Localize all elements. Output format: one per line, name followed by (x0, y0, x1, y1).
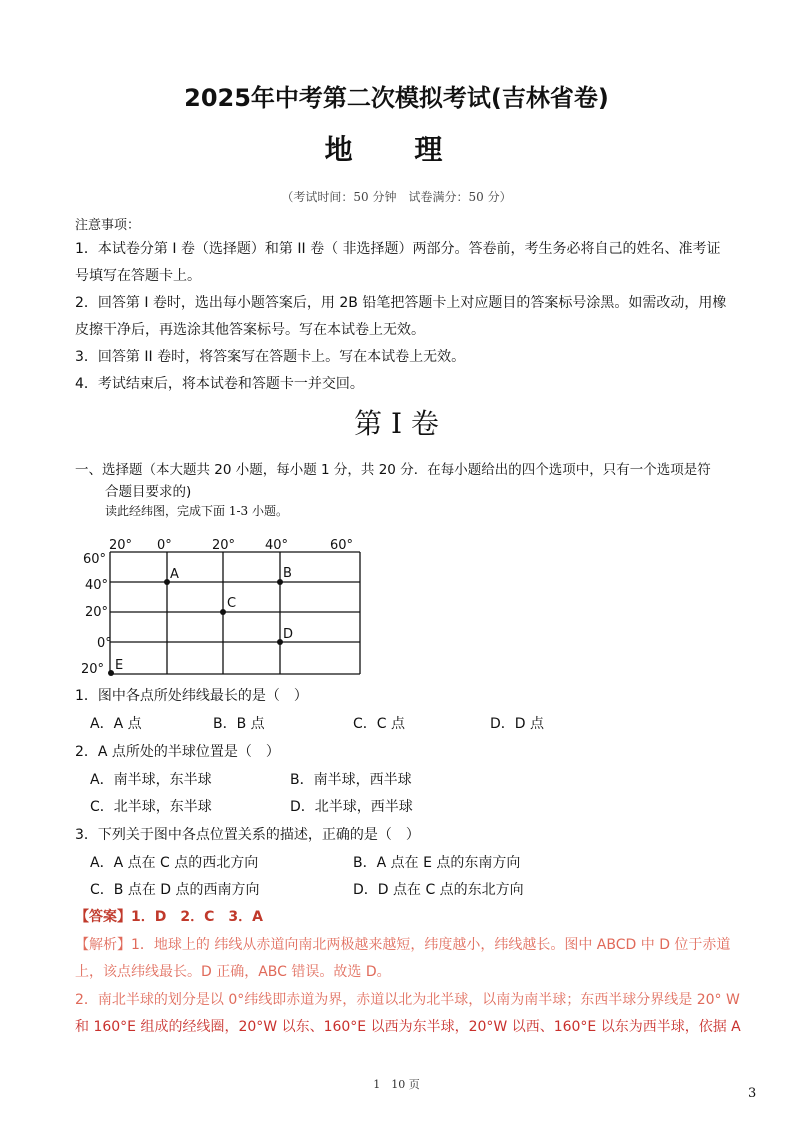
lat-label: 60° (83, 552, 107, 567)
analysis-line: 【解析】1．地球上的 纬线从赤道向南北两极越来越短，纬度越小，纬线越长。图中 ABCD 中 D 位于赤道 (75, 937, 731, 953)
point-c-marker (220, 609, 226, 615)
question-2-option-b[interactable]: B．南半球，西半球 (290, 772, 412, 788)
notice-line: 4．考试结束后，将本试卷和答题卡一并交回。 (75, 376, 364, 392)
point-e-marker (108, 670, 114, 676)
lat-label: 20° (81, 662, 105, 677)
lat-lon-grid-map (75, 532, 365, 680)
question-1-option-d[interactable]: D．D 点 (490, 716, 545, 732)
notice-line: 号填写在答题卡上。 (75, 268, 201, 284)
exam-title: 2025年中考第二次模拟考试(吉林省卷) (184, 84, 609, 112)
answer-key: 【答案】1．D 2．C 3．A (75, 909, 263, 925)
point-e-label: E (115, 658, 124, 673)
lon-label: 60° (330, 538, 354, 553)
lon-label: 20° (212, 538, 236, 553)
question-2-stem: 2．A 点所处的半球位置是（ ） (75, 744, 280, 760)
analysis-line: 和 160°E 组成的经线圈，20°W 以东、160°E 以西为东半球，20°W 以西、160°E 以东为西半球，依据 A (75, 1019, 741, 1035)
question-3-option-d[interactable]: D．D 点在 C 点的东北方向 (353, 882, 524, 898)
notice-title: 注意事项： (75, 218, 141, 233)
point-d-label: D (283, 627, 294, 642)
question-2-option-d[interactable]: D．北半球，西半球 (290, 799, 413, 815)
volume-title: 第 I 卷 (354, 407, 439, 440)
question-3-option-a[interactable]: A．A 点在 C 点的西北方向 (90, 855, 259, 871)
question-2-option-c[interactable]: C．北半球，东半球 (90, 799, 212, 815)
lon-label: 20° (109, 538, 133, 553)
notice-line: 3．回答第 II 卷时，将答案写在答题卡上。写在本试卷上无效。 (75, 349, 466, 365)
lat-label: 40° (85, 578, 109, 593)
notice-line: 1．本试卷分第 I 卷（选择题）和第 II 卷（ 非选择题）两部分。答卷前，考生务必将自己的姓名、准考证 (75, 241, 721, 257)
question-1-stem: 1．图中各点所处纬线最长的是（ ） (75, 688, 308, 704)
question-3-option-c[interactable]: C．B 点在 D 点的西南方向 (90, 882, 260, 898)
notice-line: 2．回答第 I 卷时，选出每小题答案后，用 2B 铅笔把答题卡上对应题目的答案标号涂黑。如需改动，用橡 (75, 295, 727, 311)
point-b-label: B (283, 566, 292, 581)
lon-label: 0° (157, 538, 172, 553)
page-footer: 1 10 页 (373, 1078, 420, 1091)
question-1-option-c[interactable]: C．C 点 (353, 716, 406, 732)
grid-lines (110, 552, 360, 674)
map-intro: 读此经纬图，完成下面 1-3 小题。 (105, 504, 288, 518)
question-1-option-b[interactable]: B．B 点 (213, 716, 265, 732)
page-number: 3 (748, 1086, 757, 1101)
lat-label: 20° (85, 605, 109, 620)
point-c-label: C (227, 596, 237, 611)
exam-info: （考试时间：50 分钟 试卷满分：50 分） (281, 190, 512, 204)
section-heading-cont: 合题目要求的) (105, 484, 192, 500)
point-a-label: A (170, 567, 179, 582)
subject-title: 地 理 (324, 133, 469, 166)
lon-label: 40° (265, 538, 289, 553)
notice-line: 皮擦干净后，再选涂其他答案标号。写在本试卷上无效。 (75, 322, 425, 338)
question-2-option-a[interactable]: A．南半球，东半球 (90, 772, 212, 788)
question-3-stem: 3．下列关于图中各点位置关系的描述，正确的是（ ） (75, 827, 420, 843)
lat-label: 0° (97, 636, 112, 651)
question-3-option-b[interactable]: B．A 点在 E 点的东南方向 (353, 855, 521, 871)
question-1-option-a[interactable]: A．A 点 (90, 716, 142, 732)
analysis-line: 上，该点纬线最长。D 正确，ABC 错误。故选 D。 (75, 964, 391, 980)
analysis-line: 2．南北半球的划分是以 0°纬线即赤道为界，赤道以北为北半球，以南为南半球；东西半球分界线是 20° W (75, 992, 740, 1008)
section-heading: 一、选择题（本大题共 20 小题，每小题 1 分，共 20 分．在每小题给出的四个选项中，只有一个选项是符 (75, 462, 711, 478)
